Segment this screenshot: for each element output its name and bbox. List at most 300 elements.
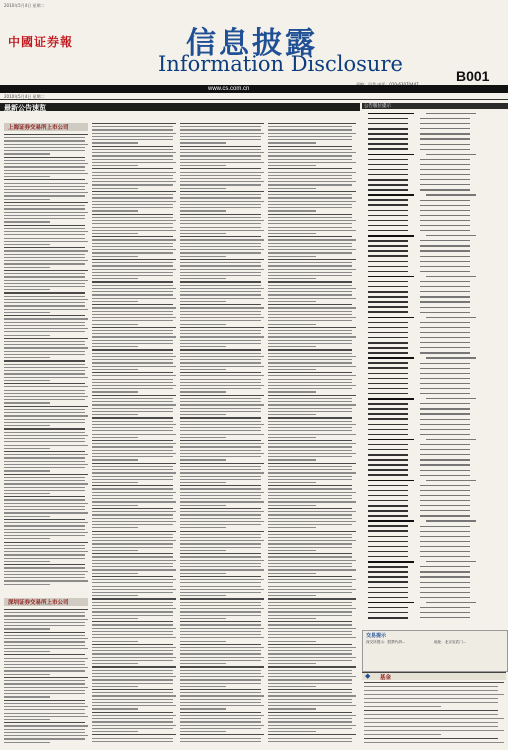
text-line xyxy=(4,186,85,187)
text-line xyxy=(268,738,352,739)
text-line xyxy=(92,178,173,179)
text-line xyxy=(4,176,50,177)
text-line xyxy=(268,728,352,729)
text-line xyxy=(180,201,264,202)
text-line xyxy=(92,324,138,325)
text-line xyxy=(268,718,352,719)
text-line xyxy=(4,567,85,568)
table-cell-page xyxy=(420,327,470,328)
table-cell-page xyxy=(420,245,470,246)
text-line xyxy=(92,605,173,606)
table-cell-page xyxy=(420,373,470,374)
text-line xyxy=(4,683,85,684)
text-line xyxy=(268,560,356,561)
text-line xyxy=(4,619,88,620)
text-line xyxy=(180,518,261,519)
text-line xyxy=(4,263,85,264)
table-cell-company xyxy=(368,607,408,609)
text-line xyxy=(268,637,356,638)
text-line xyxy=(92,734,176,735)
text-line xyxy=(92,129,173,130)
text-line xyxy=(268,634,352,635)
table-cell-company xyxy=(368,495,408,497)
text-line xyxy=(92,126,173,127)
text-line xyxy=(4,267,50,268)
text-line xyxy=(92,514,173,515)
text-line xyxy=(92,165,138,166)
text-line xyxy=(364,698,498,699)
text-line xyxy=(180,712,261,713)
text-line xyxy=(4,406,88,407)
table-cell-page xyxy=(420,363,470,364)
text-line xyxy=(180,395,264,396)
text-line xyxy=(4,325,85,326)
text-line xyxy=(4,189,85,190)
text-line xyxy=(92,663,138,664)
text-line xyxy=(180,514,261,515)
text-line xyxy=(268,459,316,460)
text-line xyxy=(92,404,176,405)
text-line xyxy=(92,725,176,726)
table-cell-company xyxy=(368,322,408,324)
text-line xyxy=(92,353,173,354)
table-cell-page xyxy=(420,210,470,211)
table-cell-company xyxy=(368,490,408,492)
text-line xyxy=(180,521,264,522)
table-cell-company xyxy=(368,541,408,543)
table-cell-page xyxy=(426,194,476,195)
text-line xyxy=(180,123,264,124)
text-line xyxy=(92,314,173,315)
text-line xyxy=(4,202,88,203)
table-cell-page xyxy=(420,240,470,241)
text-line xyxy=(4,315,85,316)
text-line xyxy=(180,666,264,667)
site-url[interactable]: www.cs.com.cn xyxy=(208,86,250,92)
text-line xyxy=(180,424,264,425)
text-line xyxy=(268,133,356,134)
site-banner xyxy=(0,85,508,93)
text-line xyxy=(268,146,352,147)
text-line xyxy=(4,722,85,723)
text-line xyxy=(268,375,356,376)
text-line xyxy=(268,437,316,438)
text-line xyxy=(180,534,261,535)
text-line xyxy=(92,728,173,729)
table-cell-company xyxy=(368,204,408,206)
table-cell-company xyxy=(368,347,408,349)
text-line xyxy=(180,375,264,376)
text-line xyxy=(268,624,352,625)
text-line xyxy=(92,184,173,185)
text-line xyxy=(4,719,50,720)
text-line xyxy=(180,573,226,574)
text-line xyxy=(268,527,316,528)
text-line xyxy=(4,487,85,488)
text-line xyxy=(364,718,504,719)
table-cell-company xyxy=(368,148,408,150)
newspaper-logo: 中國证券報 xyxy=(8,35,74,49)
text-line xyxy=(268,666,356,667)
text-line xyxy=(180,543,261,544)
text-line xyxy=(180,304,261,305)
table-cell-company xyxy=(368,398,414,400)
fund-section-title: 基金 xyxy=(380,675,392,681)
text-line xyxy=(92,569,176,570)
table-cell-page xyxy=(420,454,470,455)
table-cell-company xyxy=(368,174,408,176)
text-line xyxy=(92,695,176,696)
text-line xyxy=(180,492,264,493)
trading-tip-contact: 地址：北京宣武门… xyxy=(434,640,467,644)
text-line xyxy=(92,230,176,231)
text-line xyxy=(180,476,261,477)
text-line xyxy=(364,730,504,731)
text-line xyxy=(4,512,88,513)
text-line xyxy=(92,556,173,557)
table-cell-page xyxy=(420,393,470,394)
table-cell-page xyxy=(426,398,476,399)
text-line xyxy=(180,579,264,580)
text-line xyxy=(180,466,261,467)
table-cell-company xyxy=(368,128,408,130)
text-line xyxy=(4,399,85,400)
text-line xyxy=(268,576,352,577)
text-line xyxy=(268,294,352,295)
table-cell-company xyxy=(368,571,408,573)
text-line xyxy=(92,333,173,334)
text-line xyxy=(268,194,352,195)
text-line xyxy=(180,333,261,334)
table-cell-company xyxy=(368,266,408,268)
text-line xyxy=(180,194,261,195)
text-line xyxy=(180,252,261,253)
table-cell-company xyxy=(368,551,408,553)
table-cell-page xyxy=(420,352,470,353)
text-line xyxy=(268,311,352,312)
text-line xyxy=(268,210,316,211)
text-line xyxy=(268,285,352,286)
table-cell-company xyxy=(368,362,408,364)
text-line xyxy=(92,346,138,347)
text-line xyxy=(268,343,352,344)
text-line xyxy=(268,653,352,654)
text-line xyxy=(268,320,352,321)
table-cell-page xyxy=(426,276,476,277)
text-line xyxy=(92,366,176,367)
text-line xyxy=(180,553,261,554)
text-line xyxy=(4,312,50,313)
table-cell-page xyxy=(420,556,470,557)
text-line xyxy=(180,615,261,616)
text-line xyxy=(268,621,352,622)
table-cell-company xyxy=(368,434,408,436)
text-line xyxy=(92,459,138,460)
text-line xyxy=(4,464,88,465)
table-cell-page xyxy=(420,189,470,190)
text-line xyxy=(180,278,226,279)
table-cell-page xyxy=(420,159,470,160)
text-line xyxy=(92,382,173,383)
table-cell-page xyxy=(420,449,470,450)
text-line xyxy=(180,210,226,211)
table-cell-company xyxy=(368,444,408,446)
column-2-text xyxy=(92,123,176,747)
shanghai-board-title: 上海证券交易所上市公司 xyxy=(8,125,69,131)
text-line xyxy=(4,490,85,491)
text-line xyxy=(180,233,226,234)
table-cell-company xyxy=(368,530,408,532)
text-line xyxy=(268,647,356,648)
text-line xyxy=(4,422,85,423)
text-line xyxy=(180,440,261,441)
text-line xyxy=(4,729,85,730)
table-cell-page xyxy=(420,286,470,287)
text-line xyxy=(268,259,356,260)
table-cell-company xyxy=(368,276,414,278)
table-cell-company xyxy=(368,235,414,237)
text-line xyxy=(268,556,352,557)
text-line xyxy=(4,228,85,229)
text-line xyxy=(92,443,176,444)
text-line xyxy=(180,129,261,130)
table-cell-company xyxy=(368,505,408,507)
table-cell-company xyxy=(368,199,408,201)
table-cell-page xyxy=(420,485,470,486)
text-line xyxy=(180,676,264,677)
text-line xyxy=(268,184,352,185)
table-cell-company xyxy=(368,597,408,599)
table-cell-page xyxy=(420,541,470,542)
table-cell-company xyxy=(368,154,414,156)
text-line xyxy=(4,522,88,523)
text-line xyxy=(268,165,316,166)
text-line xyxy=(4,335,50,336)
text-line xyxy=(180,527,226,528)
text-line xyxy=(4,183,88,184)
text-line xyxy=(268,262,352,263)
text-line xyxy=(4,542,88,543)
table-cell-company xyxy=(368,342,408,344)
text-line xyxy=(268,359,352,360)
text-line xyxy=(92,385,176,386)
text-line xyxy=(4,564,85,565)
text-line xyxy=(268,534,352,535)
text-line xyxy=(92,362,173,363)
text-line xyxy=(180,217,261,218)
text-line xyxy=(268,582,352,583)
text-line xyxy=(180,191,264,192)
table-cell-company xyxy=(368,281,408,283)
text-line xyxy=(92,589,176,590)
text-line xyxy=(268,243,352,244)
text-line xyxy=(180,653,261,654)
text-line xyxy=(268,589,356,590)
text-line xyxy=(180,495,261,496)
text-line xyxy=(92,673,173,674)
text-line xyxy=(4,690,85,691)
text-line xyxy=(268,611,352,612)
text-line xyxy=(268,695,356,696)
text-line xyxy=(4,215,85,216)
text-line xyxy=(180,741,261,742)
text-line xyxy=(4,241,88,242)
text-line xyxy=(180,275,261,276)
table-cell-page xyxy=(420,470,470,471)
text-line xyxy=(180,165,226,166)
text-line xyxy=(268,615,352,616)
text-line xyxy=(180,146,261,147)
text-line xyxy=(180,673,261,674)
text-line xyxy=(92,618,138,619)
text-line xyxy=(92,249,176,250)
table-cell-page xyxy=(420,179,470,180)
text-line xyxy=(268,333,352,334)
text-line xyxy=(180,188,226,189)
table-cell-page xyxy=(420,266,470,267)
text-line xyxy=(92,679,173,680)
text-line xyxy=(180,485,261,486)
table-cell-page xyxy=(426,235,476,236)
table-cell-company xyxy=(368,352,408,354)
text-line xyxy=(268,631,352,632)
text-line xyxy=(92,463,176,464)
text-line xyxy=(4,496,85,497)
text-line xyxy=(92,582,173,583)
text-line xyxy=(4,674,50,675)
table-cell-page xyxy=(420,123,470,124)
text-line xyxy=(92,320,173,321)
text-line xyxy=(180,592,261,593)
text-line xyxy=(4,584,50,585)
text-line xyxy=(4,383,85,384)
text-line xyxy=(180,482,226,483)
table-cell-company xyxy=(368,138,408,140)
text-line xyxy=(4,283,85,284)
table-cell-company xyxy=(368,184,408,186)
text-line xyxy=(92,670,173,671)
text-line xyxy=(92,388,173,389)
table-cell-page xyxy=(426,439,476,440)
table-cell-page xyxy=(420,337,470,338)
text-line xyxy=(92,265,173,266)
text-line xyxy=(268,708,316,709)
text-line xyxy=(180,414,226,415)
text-line xyxy=(92,408,173,409)
text-line xyxy=(4,195,85,196)
text-line xyxy=(268,472,356,473)
text-line xyxy=(4,309,88,310)
text-line xyxy=(180,628,264,629)
text-line xyxy=(364,738,498,739)
text-line xyxy=(268,741,352,742)
text-line xyxy=(180,343,261,344)
table-cell-company xyxy=(368,617,408,619)
text-line xyxy=(268,353,352,354)
text-line xyxy=(4,244,50,245)
text-line xyxy=(92,349,173,350)
text-line xyxy=(92,602,173,603)
table-cell-page xyxy=(420,383,470,384)
text-line xyxy=(4,664,85,665)
table-cell-page xyxy=(420,378,470,379)
text-line xyxy=(180,372,261,373)
text-line xyxy=(4,635,85,636)
text-line xyxy=(268,265,352,266)
text-line xyxy=(4,305,85,306)
text-line xyxy=(180,307,264,308)
text-line xyxy=(92,741,173,742)
text-line xyxy=(92,395,176,396)
text-line xyxy=(268,220,356,221)
text-line xyxy=(180,262,261,263)
table-cell-company xyxy=(368,459,408,461)
text-line xyxy=(268,379,352,380)
text-line xyxy=(92,301,138,302)
table-cell-company xyxy=(368,581,408,583)
text-line xyxy=(180,256,226,257)
text-line xyxy=(4,150,85,151)
text-line xyxy=(268,463,356,464)
table-cell-company xyxy=(368,587,408,589)
text-line xyxy=(92,518,173,519)
text-line xyxy=(268,239,356,240)
text-line xyxy=(268,679,352,680)
text-line xyxy=(180,269,264,270)
text-line xyxy=(4,738,85,739)
text-line xyxy=(180,265,261,266)
text-line xyxy=(180,126,261,127)
text-line xyxy=(92,417,173,418)
table-row xyxy=(362,615,504,620)
table-cell-company xyxy=(368,332,408,334)
text-line xyxy=(180,634,261,635)
text-line xyxy=(268,404,356,405)
notice-table-title: 公告版位提示 xyxy=(364,104,391,109)
table-cell-company xyxy=(368,525,408,527)
table-cell-company xyxy=(368,179,408,181)
text-line xyxy=(364,702,498,703)
text-line xyxy=(92,411,173,412)
text-line xyxy=(268,598,356,599)
text-line xyxy=(92,702,173,703)
text-line xyxy=(180,249,264,250)
text-line xyxy=(4,360,85,361)
text-line xyxy=(4,218,85,219)
text-line xyxy=(180,330,261,331)
text-line xyxy=(180,178,261,179)
text-line xyxy=(268,505,316,506)
text-line xyxy=(180,181,264,182)
text-line xyxy=(268,317,356,318)
text-line xyxy=(180,624,261,625)
text-line xyxy=(92,553,173,554)
text-line xyxy=(268,408,352,409)
text-line xyxy=(4,700,85,701)
text-line xyxy=(180,401,261,402)
text-line xyxy=(180,705,264,706)
text-line xyxy=(268,443,356,444)
table-cell-page xyxy=(420,475,470,476)
text-line xyxy=(180,563,261,564)
text-line xyxy=(268,298,356,299)
text-line xyxy=(180,472,264,473)
table-cell-page xyxy=(420,138,470,139)
text-line xyxy=(92,259,176,260)
table-cell-company xyxy=(368,373,408,375)
text-line xyxy=(180,411,261,412)
text-line xyxy=(92,304,173,305)
